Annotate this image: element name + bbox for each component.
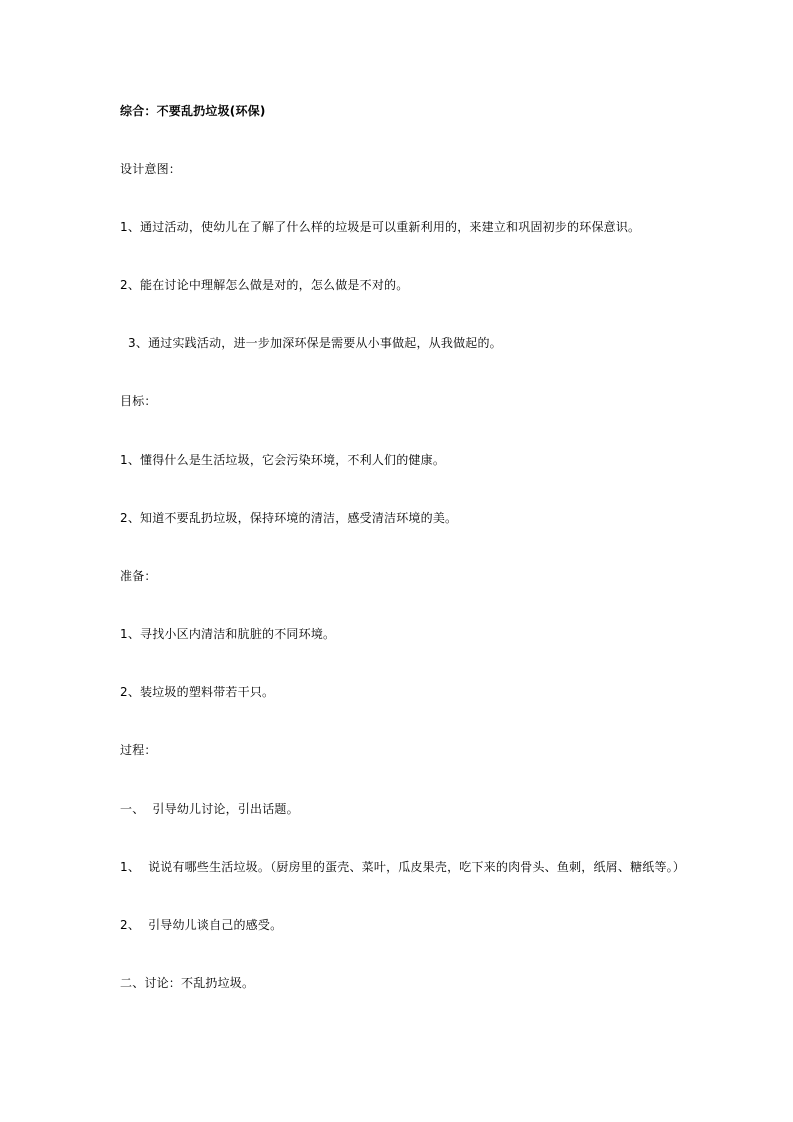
section-heading-preparation: 准备：: [120, 569, 157, 583]
document-title: 综合：不要乱扔垃圾(环保): [120, 104, 266, 118]
section-heading-goals: 目标：: [120, 394, 157, 408]
paragraph-goal-1: 1、懂得什么是生活垃圾，它会污染环境，不利人们的健康。: [120, 453, 446, 467]
paragraph-process-item-2: 2、 引导幼儿谈自己的感受。: [120, 918, 283, 932]
paragraph-process-step-1: 一、 引导幼儿讨论，引出话题。: [120, 802, 299, 816]
paragraph-process-step-2: 二、讨论：不乱扔垃圾。: [120, 976, 255, 990]
paragraph-prep-1: 1、寻找小区内清洁和肮脏的不同环境。: [120, 627, 336, 641]
paragraph-intent-2: 2、能在讨论中理解怎么做是对的，怎么做是不对的。: [120, 278, 409, 292]
paragraph-goal-2: 2、知道不要乱扔垃圾，保持环境的清洁，感受清洁环境的美。: [120, 511, 458, 525]
section-heading-design-intent: 设计意图：: [120, 162, 182, 176]
paragraph-intent-3: 3、通过实践活动，进一步加深环保是需要从小事做起，从我做起的。: [120, 336, 502, 350]
paragraph-intent-1: 1、通过活动，使幼儿在了解了什么样的垃圾是可以重新利用的，来建立和巩固初步的环保意识。: [120, 220, 641, 234]
section-heading-process: 过程：: [120, 743, 157, 757]
paragraph-process-item-1: 1、 说说有哪些生活垃圾。（厨房里的蛋壳、菜叶，瓜皮果壳，吃下来的肉骨头、鱼刺，纸屑、糖纸等。）: [120, 860, 686, 874]
paragraph-prep-2: 2、装垃圾的塑料带若干只。: [120, 685, 275, 699]
